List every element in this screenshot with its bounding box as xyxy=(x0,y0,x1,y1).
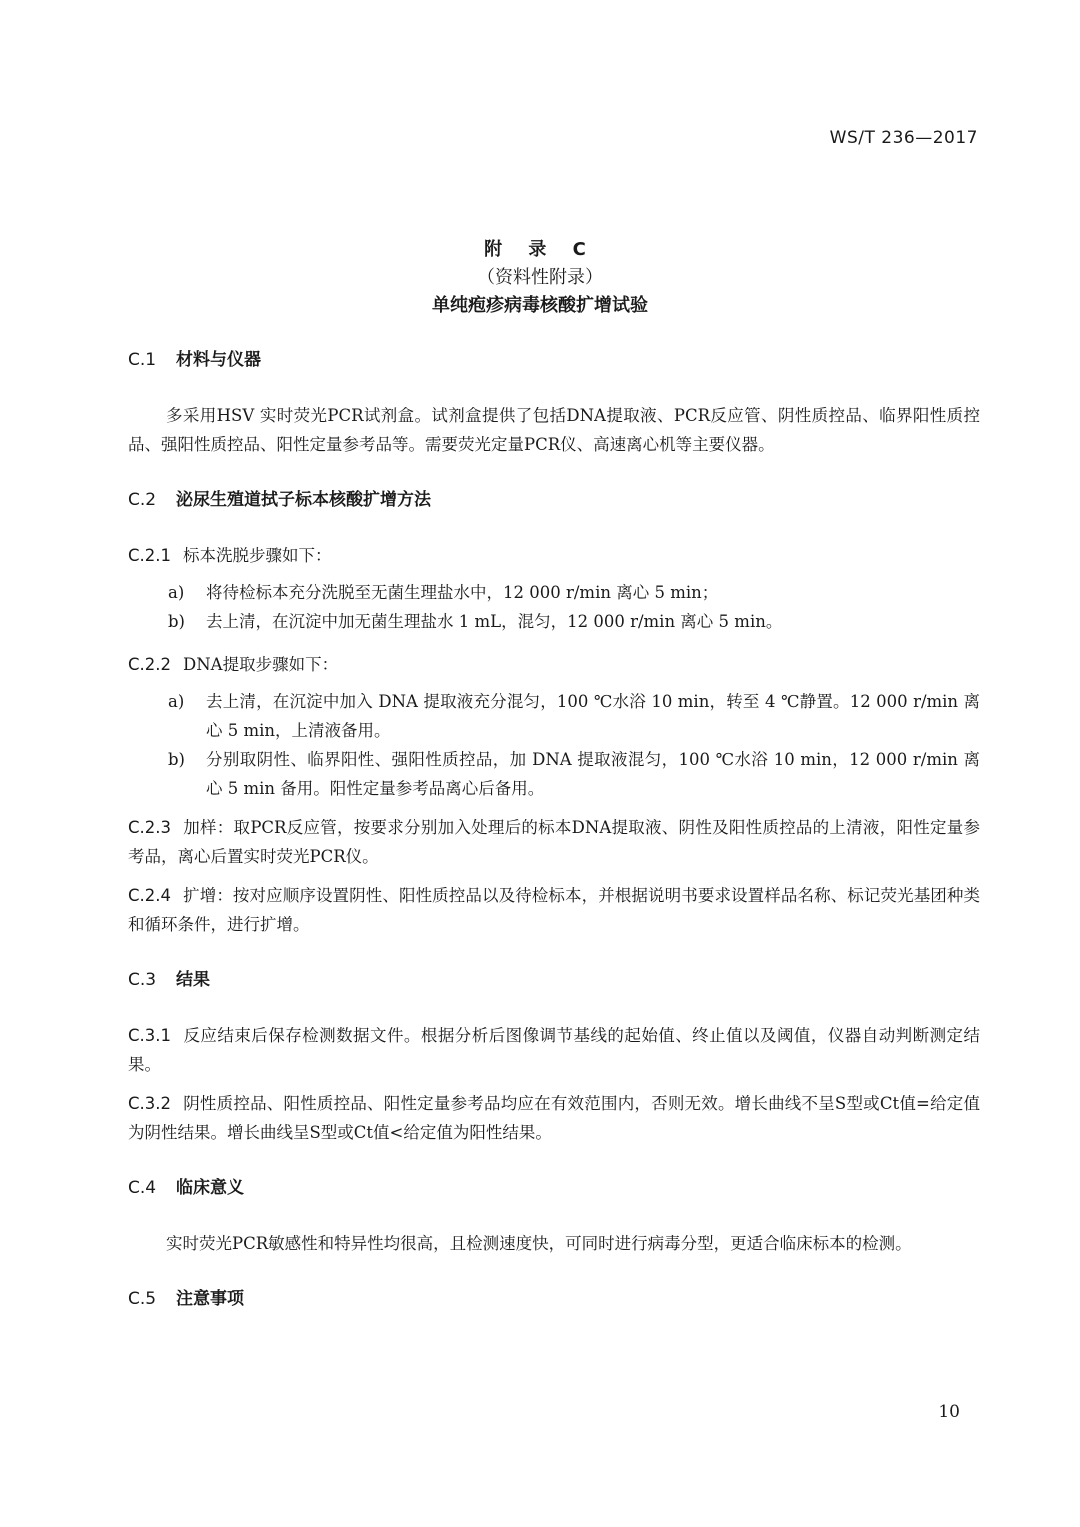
page-number: 10 xyxy=(938,1402,960,1422)
clause-c23 xyxy=(128,813,980,871)
clause-number: C.2.4 xyxy=(128,886,172,905)
list-item-text: 去上清，在沉淀中加入 DNA 提取液充分混匀，100 ℃水浴 10 min，转至 4 ℃静置。12 000 r/min 离心 5 min，上清液备用。 xyxy=(206,692,980,740)
section-heading-c2 xyxy=(128,485,980,515)
clause-c22 xyxy=(128,650,980,679)
clause-text: DNA提取步骤如下： xyxy=(183,655,339,674)
list-c21 xyxy=(128,578,980,636)
clause-number: C.3.1 xyxy=(128,1026,172,1045)
standard-code: WS/T 236—2017 xyxy=(829,128,978,148)
section-title: 材料与仪器 xyxy=(176,350,261,370)
list-item-text: 去上清，在沉淀中加无菌生理盐水 1 mL，混匀，12 000 r/min 离心 5 min。 xyxy=(206,612,783,631)
clause-text: 反应结束后保存检测数据文件。根据分析后图像调节基线的起始值、终止值以及阈值，仪器自动判断测定结果。 xyxy=(128,1026,980,1074)
section-heading-c4 xyxy=(128,1173,980,1203)
list-item xyxy=(128,578,980,607)
section-heading-c3 xyxy=(128,965,980,995)
document-body xyxy=(128,345,980,1314)
section-heading-c5 xyxy=(128,1284,980,1314)
paragraph-c4: 实时荧光PCR敏感性和特异性均很高，且检测速度快，可同时进行病毒分型，更适合临床标本的检测。 xyxy=(166,1234,912,1253)
appendix-title-block xyxy=(0,236,1080,320)
section-title: 泌尿生殖道拭子标本核酸扩增方法 xyxy=(176,490,431,510)
section-title: 注意事项 xyxy=(176,1289,244,1309)
section-number: C.2 xyxy=(128,490,157,510)
list-item xyxy=(128,687,980,745)
list-marker: b) xyxy=(168,612,185,631)
list-marker: a) xyxy=(168,692,185,711)
list-marker: a) xyxy=(168,583,185,602)
list-marker: b) xyxy=(168,750,185,769)
list-item-text: 将待检标本充分洗脱至无菌生理盐水中，12 000 r/min 离心 5 min； xyxy=(206,583,719,602)
clause-number: C.2.1 xyxy=(128,546,172,565)
section-number: C.5 xyxy=(128,1289,157,1309)
clause-number: C.2.3 xyxy=(128,818,172,837)
section-title: 临床意义 xyxy=(176,1178,244,1198)
clause-number: C.3.2 xyxy=(128,1094,172,1113)
section-number: C.3 xyxy=(128,970,157,990)
clause-text: 阴性质控品、阳性质控品、阳性定量参考品均应在有效范围内，否则无效。增长曲线不呈S型或Ct值=给定值为阴性结果。增长曲线呈S型或Ct值<给定值为阳性结果。 xyxy=(128,1094,980,1142)
section-number: C.4 xyxy=(128,1178,157,1198)
appendix-nature: （资料性附录） xyxy=(477,267,603,288)
section-heading-c1 xyxy=(128,345,980,375)
paragraph-c1: 多采用HSV 实时荧光PCR试剂盒。试剂盒提供了包括DNA提取液、PCR反应管、阴性质控品、临界阳性质控品、强阳性质控品、阳性定量参考品等。需要荧光定量PCR仪、高速离心机等主要仪器。 xyxy=(128,406,980,454)
clause-text: 扩增：按对应顺序设置阴性、阳性质控品以及待检标本，并根据说明书要求设置样品名称、标记荧光基团种类和循环条件，进行扩增。 xyxy=(128,886,980,934)
list-c22 xyxy=(128,687,980,803)
section-title: 结果 xyxy=(176,970,210,990)
clause-c21 xyxy=(128,541,980,570)
clause-number: C.2.2 xyxy=(128,655,172,674)
clause-c31 xyxy=(128,1021,980,1079)
list-item xyxy=(128,607,980,636)
clause-text: 标本洗脱步骤如下： xyxy=(183,546,332,565)
clause-c24 xyxy=(128,881,980,939)
appendix-label: 附 录 C xyxy=(484,239,596,260)
list-item xyxy=(128,745,980,803)
list-item-text: 分别取阴性、临界阳性、强阳性质控品，加 DNA 提取液混匀，100 ℃水浴 10 min，12 000 r/min 离心 5 min 备用。阳性定量参考品离心后备用。 xyxy=(206,750,980,798)
clause-c32 xyxy=(128,1089,980,1147)
appendix-name: 单纯疱疹病毒核酸扩增试验 xyxy=(432,295,648,316)
clause-text: 加样：取PCR反应管，按要求分别加入处理后的标本DNA提取液、阴性及阳性质控品的上清液，阳性定量参考品，离心后置实时荧光PCR仪。 xyxy=(128,818,980,866)
section-number: C.1 xyxy=(128,350,157,370)
